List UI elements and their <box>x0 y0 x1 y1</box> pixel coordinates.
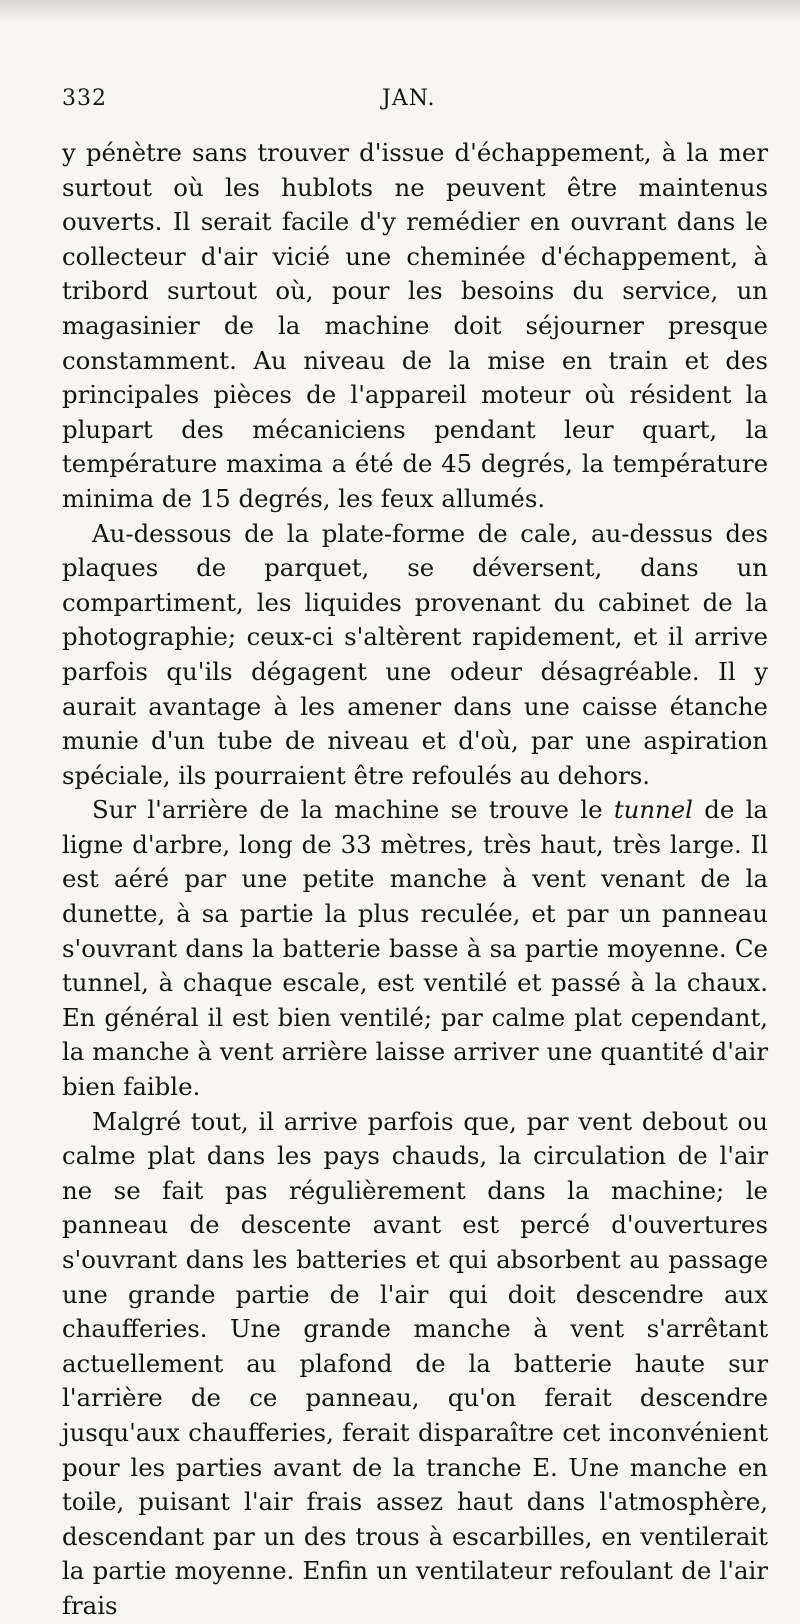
body-text <box>62 136 768 1624</box>
page-top-edge <box>0 0 800 22</box>
paragraph-3-text-after: de la ligne d'arbre, long de 33 mètres, très haut, très large. Il est aéré par une petite manche à vent venant de la dunette, à sa partie la plus reculée, et par un panneau s'ouvrant dans la batterie basse à sa partie moyenne. Ce tunnel, à chaque escale, est ventilé et passé à la chaux. En général il est bien ventilé; par calme plat cependant, la manche à vent arrière laisse arriver une quantité d'air bien faible. <box>62 795 768 1102</box>
tunnel-emphasis: tunnel <box>613 795 693 825</box>
running-head: JAN. <box>382 86 436 111</box>
paragraph-3-text-before: Sur l'arrière de la machine se trouve le <box>92 795 614 825</box>
paragraph-2: Au-dessous de la plate-forme de cale, au-dessus des plaques de parquet, se déversent, dans un compartiment, les liquides provenant du cabinet de la photographie; ceux-ci s'altèrent rapidement, et il arrive parfois qu'ils dégagent une odeur désagréable. Il y aurait avantage à les amener dans une caisse étanche munie d'un tube de niveau et d'où, par une aspiration spéciale, ils pourraient être refoulés au dehors. <box>62 518 768 790</box>
paragraph-1: y pénètre sans trouver d'issue d'échappement, à la mer surtout où les hublots ne peuvent être maintenus ouverts. Il serait facile d'y remédier en ouvrant dans le collecteur d'air vicié une cheminée d'échappement, à tribord surtout où, pour les besoins du service, un magasinier de la machine doit séjourner presque constamment. Au niveau de la mise en train et des principales pièces de l'appareil moteur où résident la plupart des mécaniciens pendant leur quart, la température maxima a été de 45 degrés, la température minima de 15 degrés, les feux allumés. <box>62 138 768 513</box>
page-number: 332 <box>62 86 107 111</box>
paragraph-4: Malgré tout, il arrive parfois que, par vent debout ou calme plat dans les pays chauds, la circulation de l'air ne se fait pas régulièrement dans la machine; le panneau de descente avant est percé d'ouvertures s'ouvrant dans les batteries et qui absorbent au passage une grande partie de l'air qui doit descendre aux chaufferies. Une grande manche à vent s'arrêtant actuellement au plafond de la batterie haute sur l'arrière de ce panneau, qu'on ferait descendre jusqu'aux chaufferies, ferait disparaître cet inconvénient pour les parties avant de la tranche E. Une manche en toile, puisant l'air frais assez haut dans l'atmosphère, descendant par un des trous à escarbilles, en ventilerait la partie moyenne. Enfin un ventilateur refoulant de l'air frais <box>62 1106 768 1620</box>
paragraph-3 <box>62 793 768 1104</box>
page-header <box>62 86 762 116</box>
